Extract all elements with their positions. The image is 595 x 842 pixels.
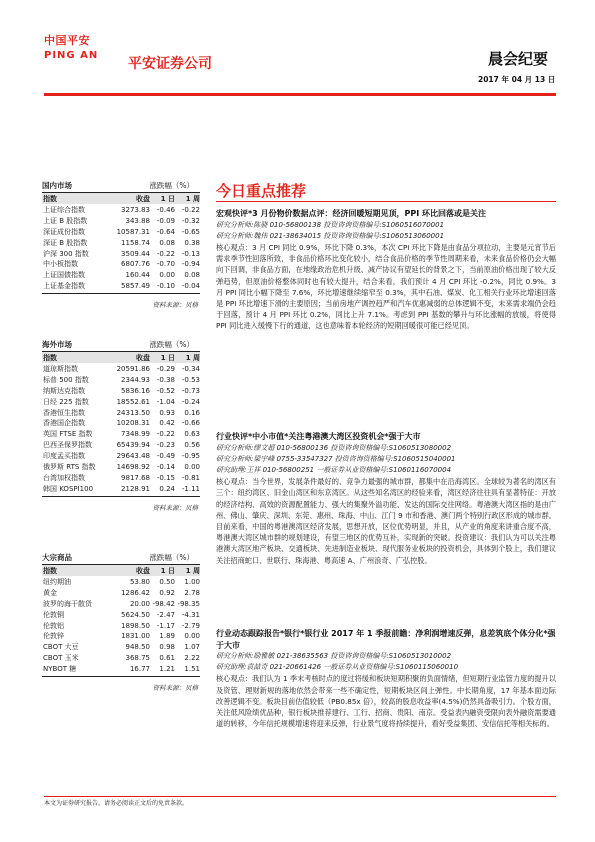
table-row bbox=[42, 363, 200, 374]
change-1d: -0.15 bbox=[156, 473, 175, 482]
index-name: 台湾加权指数 bbox=[43, 473, 85, 482]
table-row bbox=[42, 417, 200, 428]
article-body: 核心观点：3 月 CPI 同比 0.9%，环比下降 0.3%，本次 CPI 环比下降是由食品分项拉动，主要是元宵节后需求季节性回落所致，非食品价格环比变化较小，结合食品价格的季节性周期来看，未来食品价格仍会大幅向下回调，非食品方面，在地缘政治危机升级、减产协议有望延长的背景之下，当前原油价格出现了较大反弹趋势，但原油价格整体同时也有较大提升，结合来看，我们预计 4 月 CPI 环比 -0.2%，同比 0.9%。3 月 PPI 同比小幅下降至 7.6%，环比增速继续缩窄至 0.3%，其中石油、煤炭、化工相关行业环比增速回落是 PPI 环比增速下滑的主要原因；当前房地产调控趋严和汽车优惠减弱的总体逻辑不变，未来需求端仍会趋于回落，预计 4 月 PPI 环比 0.2%，同比上升 7.1%。考虑到 PPI 基数的攀升与环比涨幅的放缓，将使得 PPI 同比进入缓慢下行的通道，这也意味着本轮经济的短期回暖很可能已经见顶。 bbox=[216, 242, 556, 331]
change-1w: -0.34 bbox=[181, 365, 200, 373]
table-header bbox=[42, 339, 200, 352]
close-value: 14698.92 bbox=[116, 463, 150, 472]
source-text: 资料来源：贝格 bbox=[152, 301, 198, 310]
index-name: 俄罗斯 RTS 指数 bbox=[43, 463, 96, 472]
close-value: 5624.50 bbox=[121, 610, 150, 619]
source-text: 资料来源：贝格 bbox=[152, 503, 198, 512]
table-body bbox=[42, 204, 200, 291]
section-title: 今日重点推荐 bbox=[216, 182, 307, 200]
close-value: 1286.42 bbox=[121, 588, 150, 597]
close-value: 5836.16 bbox=[121, 386, 150, 395]
change-1d: 0.98 bbox=[159, 643, 175, 652]
footer-disclaimer: 本文为证券研究报告，请务必阅读正文后的免责条款。 bbox=[44, 800, 189, 807]
table-row bbox=[42, 204, 200, 215]
close-value: 53.80 bbox=[129, 578, 150, 586]
change-1d: 0.08 bbox=[159, 238, 175, 247]
article-analyst: 研究分析师:梁宇峰 0755-33547327 投资咨询资格编号:S1060515040001 bbox=[216, 454, 456, 463]
change-1d: -0.29 bbox=[156, 365, 175, 373]
table-source bbox=[42, 293, 200, 310]
table-row bbox=[42, 237, 200, 248]
article-analyst: 研究助理:袁喆奇 021-20661426 一般证券从业资格编号:S1060115060010 bbox=[216, 663, 459, 672]
table-row bbox=[42, 385, 200, 396]
close-value: 368.75 bbox=[125, 654, 150, 663]
table-row bbox=[42, 428, 200, 439]
change-1d: -98.42 bbox=[152, 599, 175, 608]
table-row bbox=[42, 374, 200, 385]
col-close: 收盘 bbox=[136, 567, 150, 575]
col-index: 指数 bbox=[43, 195, 57, 203]
change-1d: 0.42 bbox=[159, 419, 175, 428]
table-row bbox=[42, 472, 200, 483]
index-name: 印度孟买指数 bbox=[43, 452, 85, 461]
col-index: 指数 bbox=[43, 354, 57, 362]
table-row bbox=[42, 215, 200, 226]
index-name: 上证 B 股指数 bbox=[43, 216, 88, 225]
table-title: 大宗商品 bbox=[42, 553, 72, 562]
change-1w: 1.00 bbox=[184, 578, 200, 586]
table-row bbox=[42, 620, 200, 631]
col-index: 指数 bbox=[43, 567, 57, 575]
table-row bbox=[42, 598, 200, 609]
close-value: 29643.48 bbox=[116, 452, 150, 461]
article-industry-bay-area bbox=[216, 431, 556, 566]
close-value: 1898.50 bbox=[121, 621, 150, 630]
article-headline: 行业动态跟踪报告*银行*银行业 2017 年 1 季报前瞻：净利润增速反弹，息差筑底个体分化*强于大市 bbox=[216, 629, 556, 650]
change-1d: 0.00 bbox=[159, 271, 175, 280]
change-1w: -0.53 bbox=[181, 375, 200, 384]
change-1w: -0.32 bbox=[181, 216, 200, 225]
table-row bbox=[42, 609, 200, 620]
change-1w: -2.79 bbox=[181, 621, 200, 630]
header-divider bbox=[44, 93, 556, 96]
change-1w: -0.73 bbox=[181, 386, 200, 395]
table-header bbox=[42, 552, 200, 565]
article-body: 核心观点：当今世界，发展条件最好的、竞争力最强的城市群，都集中在沿海湾区。全球较为著名的湾区有三个：纽约湾区、旧金山湾区和东京湾区。从这些知名湾区的经验来看，湾区经济往往具有显著特征：开放的经济结构、高效的资源配置能力、强大的集聚外溢功能、发达的国际交往网络。粤港澳大湾区指的是由广州、佛山、肇庆、深圳、东莞、惠州、珠海、中山、江门 9 市和香港、澳门两个特别行政区形成的城市群。目前来看，中国的粤港澳湾区经济发展，思想开放，区位优势明显，并且，从产业的角度来讲重合度不高，粤港澳大湾区城市群的规划建设，有望三地区的优势互补，实现新的突破。投资建议：我们认为可以关注粤港澳大湾区地产板块、交通板块、先进制造业板块、现代服务业板块的投资机会，具体到个股上，我们建议关注招商蛇口、世联行、珠海港、粤高速 A、广州浪奇、广弘控股。 bbox=[216, 477, 556, 565]
article-analyst: 研究分析师:魏伟 021-38634015 投资咨询资格编号:S1060513060001 bbox=[216, 231, 445, 240]
table-row bbox=[42, 439, 200, 450]
close-value: 20.00 bbox=[129, 599, 150, 608]
close-value: 5857.49 bbox=[121, 282, 150, 291]
table-row bbox=[42, 630, 200, 641]
change-1w: 0.38 bbox=[184, 238, 200, 247]
index-name: 纳斯达克指数 bbox=[43, 386, 85, 395]
change-1d: 0.92 bbox=[159, 588, 175, 597]
article-body: 核心观点：我们认为 1 季末考核时点的度过将缓和板块短期积聚的负面情绪，但短期行业监管力度的提升以及资管、理财新规的落地依然会带来一些不确定性，短期板块区间上弹性。中长期角度，17 年基本面边际改善逻辑不变。板块目前估值较低（PB0.85x 倍），较高的股息收益率(4.5%)仍然具备吸引力。个股方面，关注低风险绩优品种，银行板块推荐建行、工行、招商、贵阳、南京。受益表内融资受限向表外融资需要通道的转移，今年信托规模增速将迎来反弹，行业景气度将持续提升，看好受益集团、安信信托等相关标的。 bbox=[216, 674, 556, 729]
table-row bbox=[42, 450, 200, 461]
change-1w: 1.07 bbox=[184, 643, 200, 652]
close-value: 6807.76 bbox=[121, 260, 150, 269]
article-analyst: 研究助理:王祥 010-56800251 一般证券从业资格编号:S1060116070004 bbox=[216, 465, 452, 474]
change-1w: -0.66 bbox=[181, 419, 200, 428]
index-name: 伦敦铜 bbox=[43, 610, 64, 619]
section-divider bbox=[216, 201, 556, 202]
table-title: 海外市场 bbox=[42, 340, 72, 349]
source-text: 资料来源：贝格 bbox=[152, 684, 198, 693]
index-name: 深证成份指数 bbox=[43, 227, 85, 236]
change-1d: -0.52 bbox=[156, 386, 175, 395]
index-name: 伦敦铝 bbox=[43, 621, 64, 630]
close-value: 2344.93 bbox=[121, 375, 150, 384]
close-value: 1158.74 bbox=[121, 238, 150, 247]
col-1d: 1 日 bbox=[160, 354, 175, 362]
index-name: 上证国债指数 bbox=[43, 271, 85, 280]
close-value: 1831.00 bbox=[121, 632, 150, 641]
change-1w: -98.35 bbox=[177, 599, 200, 608]
change-1d: -0.64 bbox=[156, 227, 175, 236]
table-source bbox=[42, 676, 200, 693]
table-unit: 涨跌幅（%） bbox=[149, 553, 194, 562]
footer-divider bbox=[44, 796, 556, 797]
logo-english-text: PING AN bbox=[44, 50, 99, 61]
commodity-table bbox=[42, 552, 200, 693]
index-name: 道琼斯指数 bbox=[43, 365, 78, 373]
close-value: 20591.86 bbox=[116, 365, 150, 373]
table-row bbox=[42, 641, 200, 652]
change-1d: -0.70 bbox=[156, 260, 175, 269]
change-1d: -0.46 bbox=[156, 206, 175, 214]
table-row bbox=[42, 663, 200, 674]
change-1w: -0.65 bbox=[181, 227, 200, 236]
index-name: 波罗的海干散货 bbox=[43, 599, 92, 608]
change-1w: -0.13 bbox=[181, 249, 200, 258]
column-header-row bbox=[42, 565, 200, 576]
domestic-market-table bbox=[42, 180, 200, 310]
change-1w: -1.11 bbox=[181, 484, 200, 493]
change-1d: -0.09 bbox=[156, 216, 175, 225]
change-1w: 0.56 bbox=[184, 441, 200, 450]
change-1w: -4.31 bbox=[181, 610, 200, 619]
index-name: 巴西圣保罗指数 bbox=[43, 441, 92, 450]
change-1w: -0.24 bbox=[181, 397, 200, 406]
col-1w: 1 周 bbox=[185, 567, 200, 575]
table-row bbox=[42, 407, 200, 418]
table-header bbox=[42, 180, 200, 193]
table-row bbox=[42, 226, 200, 237]
article-analyst: 研究分析师:励雅敏 021-38635563 投资咨询资格编号:S1060513010002 bbox=[216, 652, 452, 660]
col-close: 收盘 bbox=[136, 195, 150, 203]
change-1d: -2.47 bbox=[156, 610, 175, 619]
close-value: 10208.31 bbox=[116, 419, 150, 428]
article-analyst: 研究分析师:缪文超 010-56800136 投资咨询资格编号:S1060513080002 bbox=[216, 443, 452, 452]
index-name: 沪深 300 指数 bbox=[43, 249, 89, 258]
col-close: 收盘 bbox=[136, 354, 150, 362]
close-value: 24313.50 bbox=[116, 408, 150, 417]
close-value: 948.50 bbox=[125, 643, 150, 652]
change-1d: 0.50 bbox=[159, 578, 175, 586]
change-1w: -0.22 bbox=[181, 206, 200, 214]
col-1d: 1 日 bbox=[160, 195, 175, 203]
index-name: 香港国企指数 bbox=[43, 419, 85, 428]
index-name: 韩国 KOSPI100 bbox=[43, 484, 94, 493]
index-name: CBOT 大豆 bbox=[43, 643, 79, 652]
index-name: 深证 B 股指数 bbox=[43, 238, 88, 247]
change-1w: 0.08 bbox=[184, 271, 200, 280]
article-analyst: 研究分析师:陈骁 010-56800138 投资咨询资格编号:S1060516070001 bbox=[216, 220, 445, 229]
article-headline: 宏观快评*3 月份物价数据点评：经济回暖短期见顶，PPI 环比回落或是关注 bbox=[216, 209, 487, 218]
index-name: 香港恒生指数 bbox=[43, 408, 85, 417]
change-1w: -0.81 bbox=[181, 473, 200, 482]
close-value: 18552.61 bbox=[116, 397, 150, 406]
col-1w: 1 周 bbox=[185, 354, 200, 362]
change-1d: 1.21 bbox=[159, 665, 175, 674]
change-1d: -1.17 bbox=[156, 621, 175, 630]
close-value: 160.44 bbox=[125, 271, 150, 280]
close-value: 9817.68 bbox=[121, 473, 150, 482]
change-1d: -0.22 bbox=[156, 430, 175, 439]
change-1w: -0.94 bbox=[181, 260, 200, 269]
table-row bbox=[42, 652, 200, 663]
column-header-row bbox=[42, 193, 200, 204]
table-row bbox=[42, 587, 200, 598]
index-name: 上证基金指数 bbox=[43, 282, 85, 291]
column-header-row bbox=[42, 352, 200, 363]
change-1w: 0.00 bbox=[184, 632, 200, 641]
change-1d: -0.10 bbox=[156, 282, 175, 291]
change-1w: 0.63 bbox=[184, 430, 200, 439]
logo-chinese-text: 中国平安 bbox=[44, 34, 90, 47]
change-1w: 2.22 bbox=[184, 654, 200, 663]
index-name: 英国 FTSE 指数 bbox=[43, 430, 93, 439]
change-1w: 2.78 bbox=[184, 588, 200, 597]
index-name: 黄金 bbox=[43, 588, 57, 597]
close-value: 16.77 bbox=[129, 665, 150, 674]
document-date: 2017 年 04 月 13 日 bbox=[478, 75, 556, 84]
change-1d: 0.61 bbox=[159, 654, 175, 663]
table-title: 国内市场 bbox=[42, 181, 72, 190]
table-row bbox=[42, 258, 200, 269]
table-row bbox=[42, 248, 200, 259]
table-source bbox=[42, 496, 200, 512]
table-row bbox=[42, 483, 200, 494]
table-body bbox=[42, 363, 200, 494]
close-value: 343.88 bbox=[125, 216, 150, 225]
change-1d: 1.89 bbox=[159, 632, 175, 641]
article-bank bbox=[216, 628, 556, 729]
close-value: 2128.91 bbox=[121, 484, 150, 493]
table-unit: 涨跌幅（%） bbox=[149, 181, 194, 190]
col-1d: 1 日 bbox=[160, 567, 175, 575]
change-1d: 0.24 bbox=[159, 484, 175, 493]
change-1d: 0.93 bbox=[159, 408, 175, 417]
change-1d: -0.23 bbox=[156, 441, 175, 450]
close-value: 3273.83 bbox=[121, 206, 150, 214]
change-1d: -0.49 bbox=[156, 452, 175, 461]
article-macro bbox=[216, 208, 556, 332]
index-name: NYBOT 糖 bbox=[43, 665, 77, 674]
index-name: 纽约期油 bbox=[43, 578, 71, 586]
change-1w: 0.16 bbox=[184, 408, 200, 417]
table-row bbox=[42, 269, 200, 280]
close-value: 7348.99 bbox=[121, 430, 150, 439]
index-name: CBOT 玉米 bbox=[43, 654, 79, 663]
index-name: 上证综合指数 bbox=[43, 206, 85, 214]
table-row bbox=[42, 461, 200, 472]
article-headline: 行业快评*中小市值*关注粤港澳大湾区投资机会*强于大市 bbox=[216, 432, 421, 441]
change-1d: -0.14 bbox=[156, 463, 175, 472]
index-name: 日经 225 指数 bbox=[43, 397, 89, 406]
overseas-market-table bbox=[42, 339, 200, 512]
change-1w: -0.95 bbox=[181, 452, 200, 461]
table-body bbox=[42, 576, 200, 674]
change-1w: -0.04 bbox=[181, 282, 200, 291]
table-row bbox=[42, 280, 200, 291]
change-1d: -0.22 bbox=[156, 249, 175, 258]
table-row bbox=[42, 396, 200, 407]
change-1w: 1.51 bbox=[184, 665, 200, 674]
company-name: 平安证券公司 bbox=[128, 56, 212, 72]
table-row bbox=[42, 576, 200, 587]
change-1d: -1.04 bbox=[156, 397, 175, 406]
index-name: 伦敦锌 bbox=[43, 632, 64, 641]
change-1d: -0.38 bbox=[156, 375, 175, 384]
close-value: 10587.31 bbox=[116, 227, 150, 236]
index-name: 标普 500 指数 bbox=[43, 375, 89, 384]
close-value: 3509.44 bbox=[121, 249, 150, 258]
close-value: 65439.94 bbox=[116, 441, 150, 450]
change-1w: 0.00 bbox=[184, 463, 200, 472]
table-unit: 涨跌幅（%） bbox=[149, 340, 194, 349]
document-title: 晨会纪要 bbox=[488, 50, 549, 68]
index-name: 中小板指数 bbox=[43, 260, 78, 269]
col-1w: 1 周 bbox=[185, 195, 200, 203]
